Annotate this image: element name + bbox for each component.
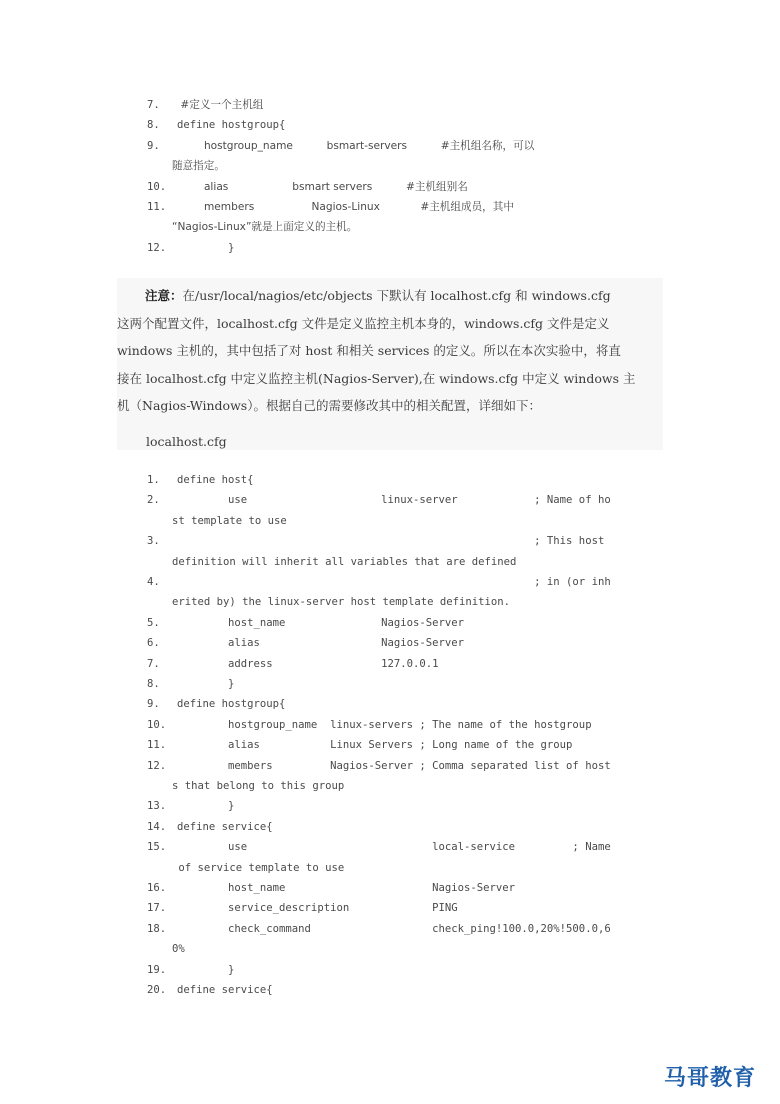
line-number: 11. (147, 201, 167, 213)
code-text: hostgroup_name linux-servers ; The name of the hostgroup (177, 718, 592, 731)
line-number: 1. (147, 474, 160, 486)
line-number: 12. (147, 241, 167, 254)
code-text: define service{ (177, 820, 273, 833)
code-text: host_name Nagios-Server (177, 616, 465, 629)
line-number: 8. (147, 119, 160, 132)
code-text: ; in (or inh (177, 576, 611, 588)
line-number: 2. (147, 494, 160, 507)
line-number: 10. (147, 718, 167, 731)
code-text: use linux-server ; Name of ho (177, 494, 611, 507)
line-number: 3. (147, 535, 160, 548)
code-text: hostgroup_name bsmart-servers #主机组名称，可以 (177, 139, 535, 152)
line-number: 7. (147, 99, 160, 111)
code-text: “Nagios-Linux”就是上面定义的主机。 (172, 221, 358, 234)
code-text: s that belong to this group (172, 780, 345, 792)
code-text: st template to use (172, 514, 287, 527)
line-number: 9. (147, 698, 160, 711)
note-line-3: windows 主机的，其中包括了对 host 和相关 services 的定义。所以在本次实验中，将直 (117, 343, 621, 358)
line-number: 14. (147, 820, 167, 833)
note-line-2: 这两个配置文件，localhost.cfg 文件是定义监控主机本身的，windows.cfg 文件是定义 (117, 316, 610, 331)
code-text: host_name Nagios-Server (177, 882, 516, 894)
code-text: define hostgroup{ (177, 119, 286, 132)
line-number: 16. (147, 882, 167, 894)
line-number: 8. (147, 678, 160, 690)
code-text: address 127.0.0.1 (177, 657, 439, 670)
line-number: 17. (147, 902, 167, 915)
code-text: #定义一个主机组 (177, 99, 264, 111)
code-text: } (177, 678, 235, 690)
code-text: } (177, 963, 235, 976)
code-text: 随意指定。 (172, 160, 225, 173)
line-number: 5. (147, 616, 160, 629)
code-text: define host{ (177, 474, 254, 486)
line-number: 10. (147, 180, 167, 193)
line-number: 15. (147, 841, 167, 854)
code-text: use local-service ; Name (177, 841, 611, 854)
code-text: erited by) the linux-server host template definition. (172, 596, 511, 609)
line-number: 9. (147, 139, 160, 152)
code-text: } (177, 241, 235, 254)
code-text: members Nagios-Linux #主机组成员，其中 (177, 201, 514, 213)
line-number: 12. (147, 759, 167, 772)
line-number: 20. (147, 984, 167, 996)
line-number: 19. (147, 963, 167, 976)
line-number: 11. (147, 739, 167, 752)
line-number: 4. (147, 576, 160, 588)
note-line-4: 接在 localhost.cfg 中定义监控主机(Nagios-Server),在 windows.cfg 中定义 windows 主 (117, 371, 636, 386)
note-label: 注意： (145, 288, 183, 303)
code-text: service_description PING (177, 902, 458, 915)
code-text: alias Linux Servers ; Long name of the group (177, 739, 573, 752)
line-number: 7. (147, 657, 160, 670)
line-number: 6. (147, 637, 160, 650)
code-text: of service template to use (172, 861, 345, 874)
note-line-1: 注意：在/usr/local/nagios/etc/objects 下默认有 localhost.cfg 和 windows.cfg (145, 288, 611, 303)
note-line-5: 机（Nagios-Windows）。根据自己的需要修改其中的相关配置，详细如下： (117, 398, 541, 413)
code-text: ; This host (177, 535, 605, 548)
code-text: definition will inherit all variables that are defined (172, 555, 517, 568)
code-text: define hostgroup{ (177, 698, 286, 711)
logo: 马哥教育 (663, 1066, 756, 1091)
code-text: alias Nagios-Server (177, 637, 465, 650)
line-number: 18. (147, 922, 167, 935)
note-filename: localhost.cfg (146, 434, 227, 449)
code-text: check_command check_ping!100.0,20%!500.0,6 (177, 922, 611, 935)
line-number: 13. (147, 800, 167, 813)
code-text: 0% (172, 943, 185, 956)
code-text: alias bsmart servers #主机组别名 (177, 180, 468, 193)
code-text: } (177, 800, 235, 813)
code-text: members Nagios-Server ; Comma separated list of host (177, 759, 611, 772)
code-text: define service{ (177, 984, 273, 996)
